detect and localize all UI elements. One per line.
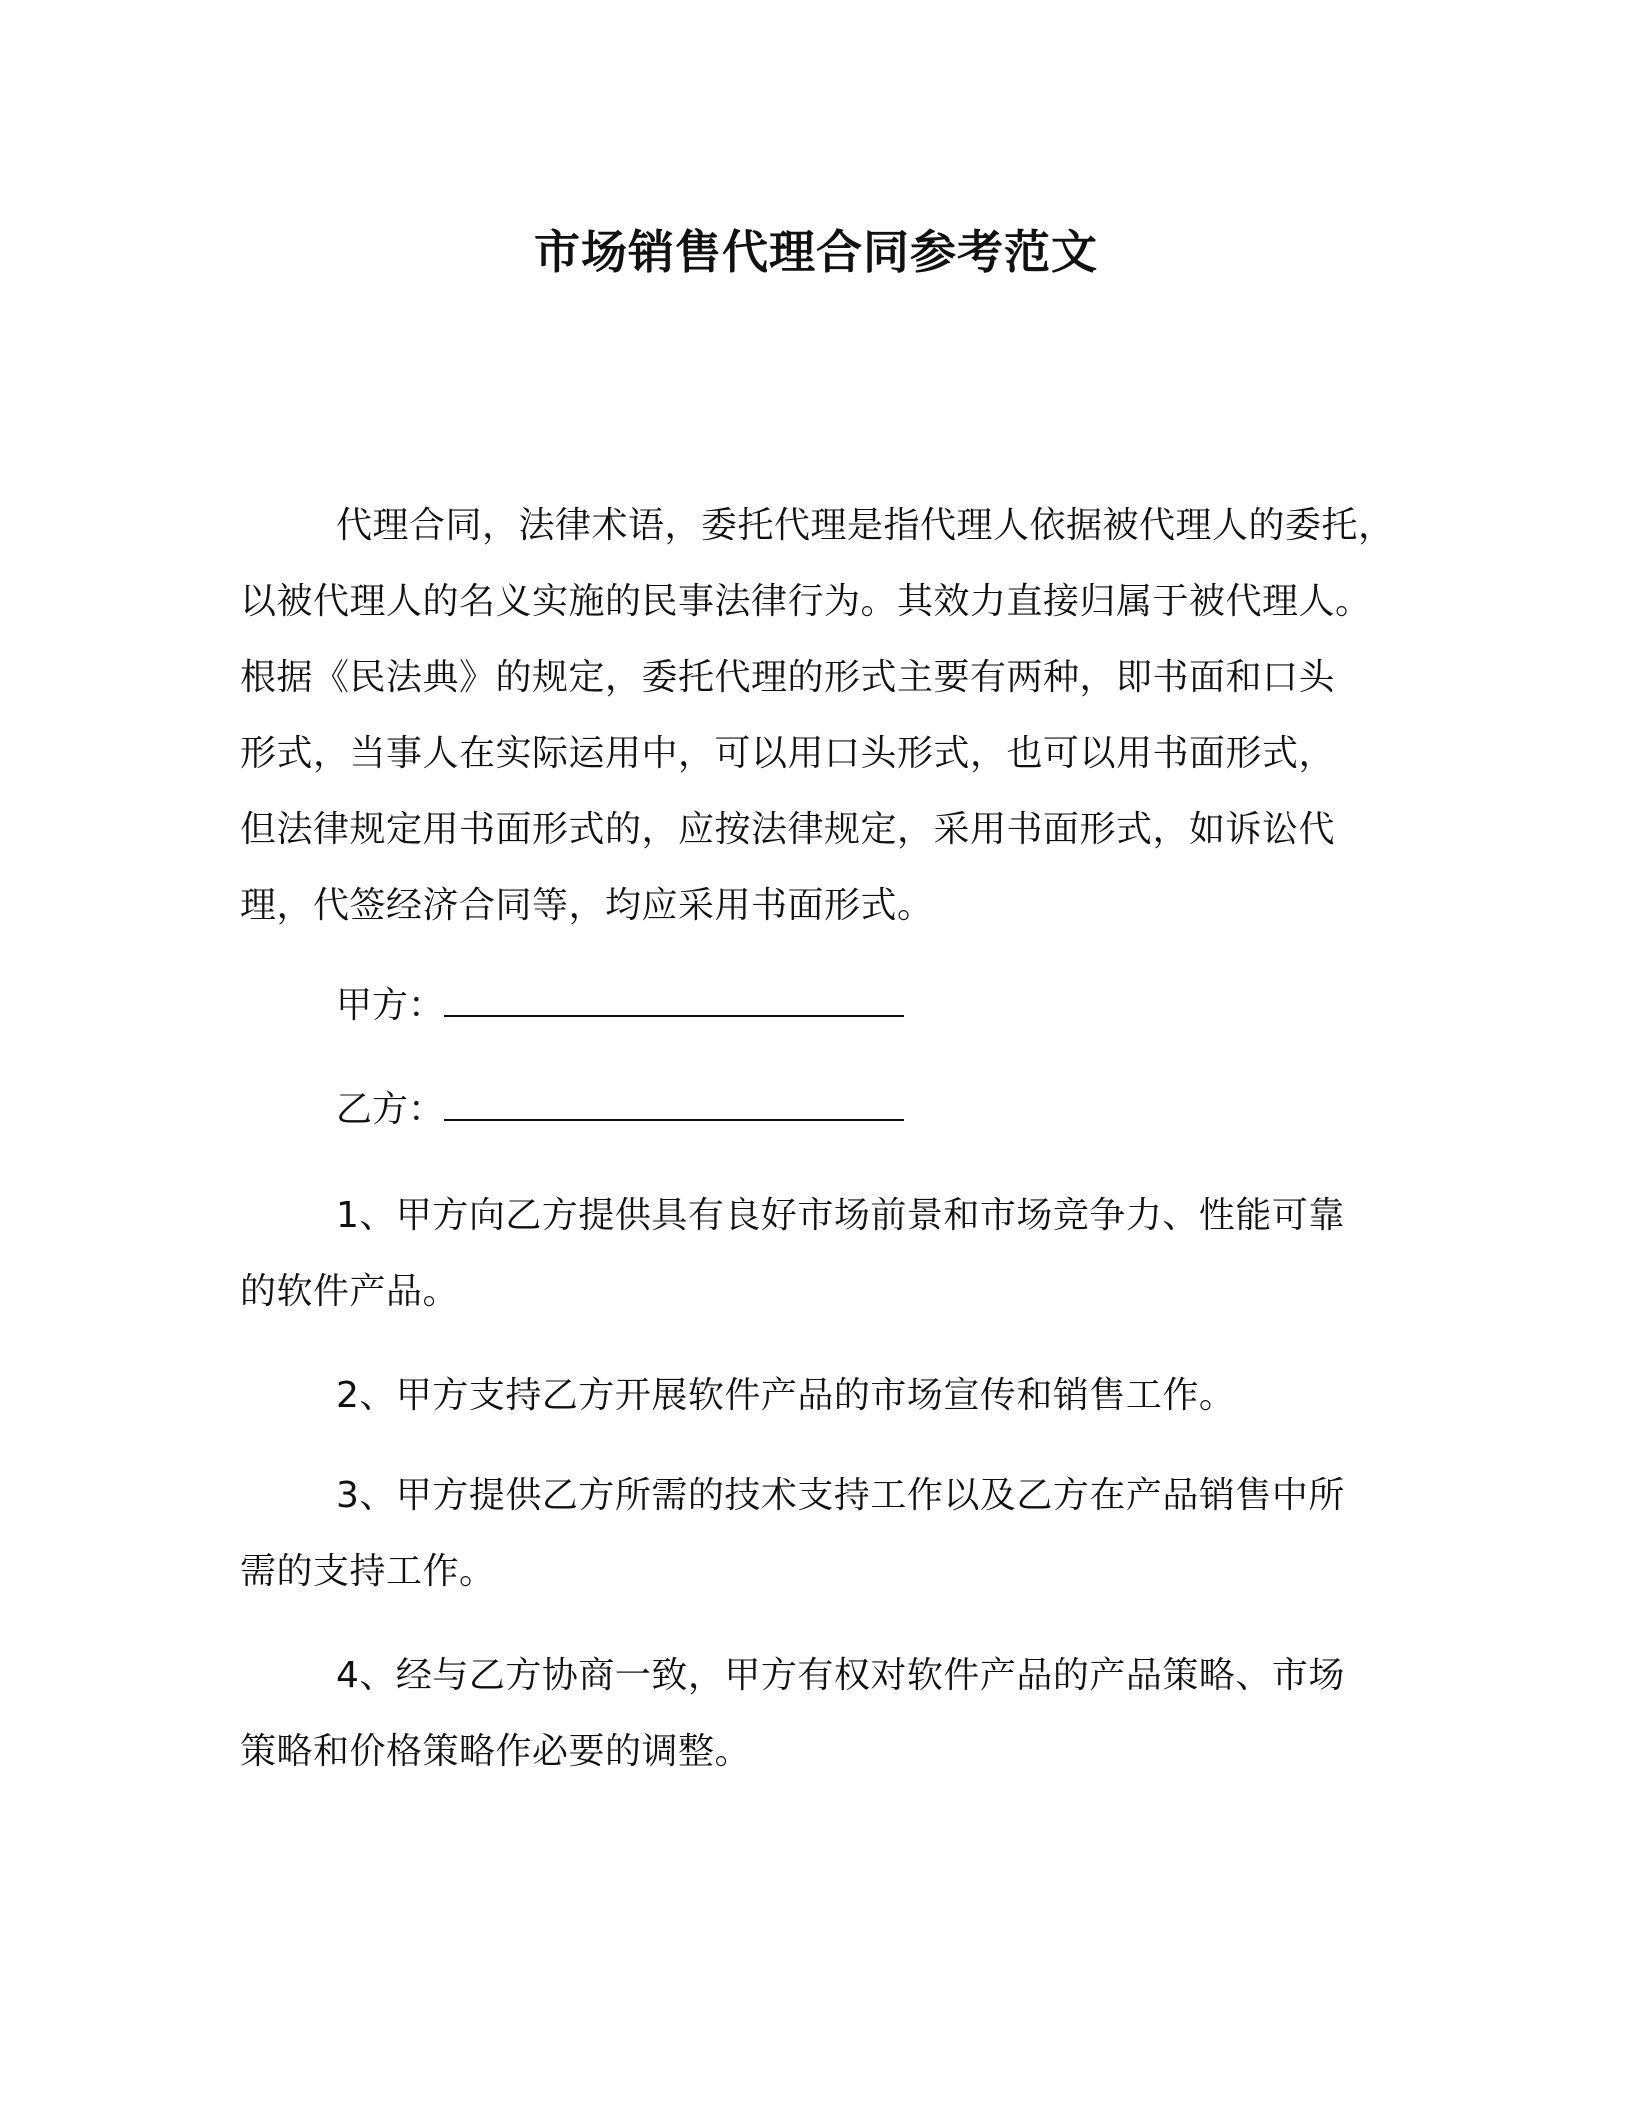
intro-line: 形式，当事人在实际运用中，可以用口头形式，也可以用书面形式， [240,733,1336,774]
clause-line: 的软件产品。 [240,1271,460,1312]
party-a-blank [444,981,904,1017]
intro-line: 根据《民法典》的规定，委托代理的形式主要有两种，即书面和口头 [240,657,1336,698]
party-b-label: 乙方： [336,1089,445,1130]
clause-line: 策略和价格策略作必要的调整。 [240,1731,752,1772]
party-a-line [336,976,904,1036]
party-b-blank [444,1085,904,1121]
clause-line: 2、甲方支持乙方开展软件产品的市场宣传和销售工作。 [336,1375,1236,1416]
intro-line: 代理合同，法律术语，委托代理是指代理人依据被代理人的委托， [336,505,1395,546]
intro-line: 理，代签经济合同等，均应采用书面形式。 [240,885,934,926]
document-title: 市场销售代理合同参考范文 [534,225,1098,279]
clause-line: 4、经与乙方协商一致，甲方有权对软件产品的产品策略、市场 [336,1655,1345,1696]
intro-line: 但法律规定用书面形式的，应按法律规定，采用书面形式，如诉讼代 [240,809,1336,850]
clause-line: 3、甲方提供乙方所需的技术支持工作以及乙方在产品销售中所 [336,1475,1345,1516]
intro-line: 以被代理人的名义实施的民事法律行为。其效力直接归属于被代理人。 [240,581,1372,622]
clause-4 [240,1638,1390,1790]
party-a-label: 甲方： [336,985,445,1026]
clause-3 [240,1458,1390,1610]
clause-line: 1、甲方向乙方提供具有良好市场前景和市场竞争力、性能可靠 [336,1195,1345,1236]
party-b-line [336,1080,904,1140]
clause-2 [240,1358,1390,1434]
clause-line: 需的支持工作。 [240,1551,496,1592]
clause-1 [240,1178,1390,1330]
intro-paragraph [240,488,1395,944]
